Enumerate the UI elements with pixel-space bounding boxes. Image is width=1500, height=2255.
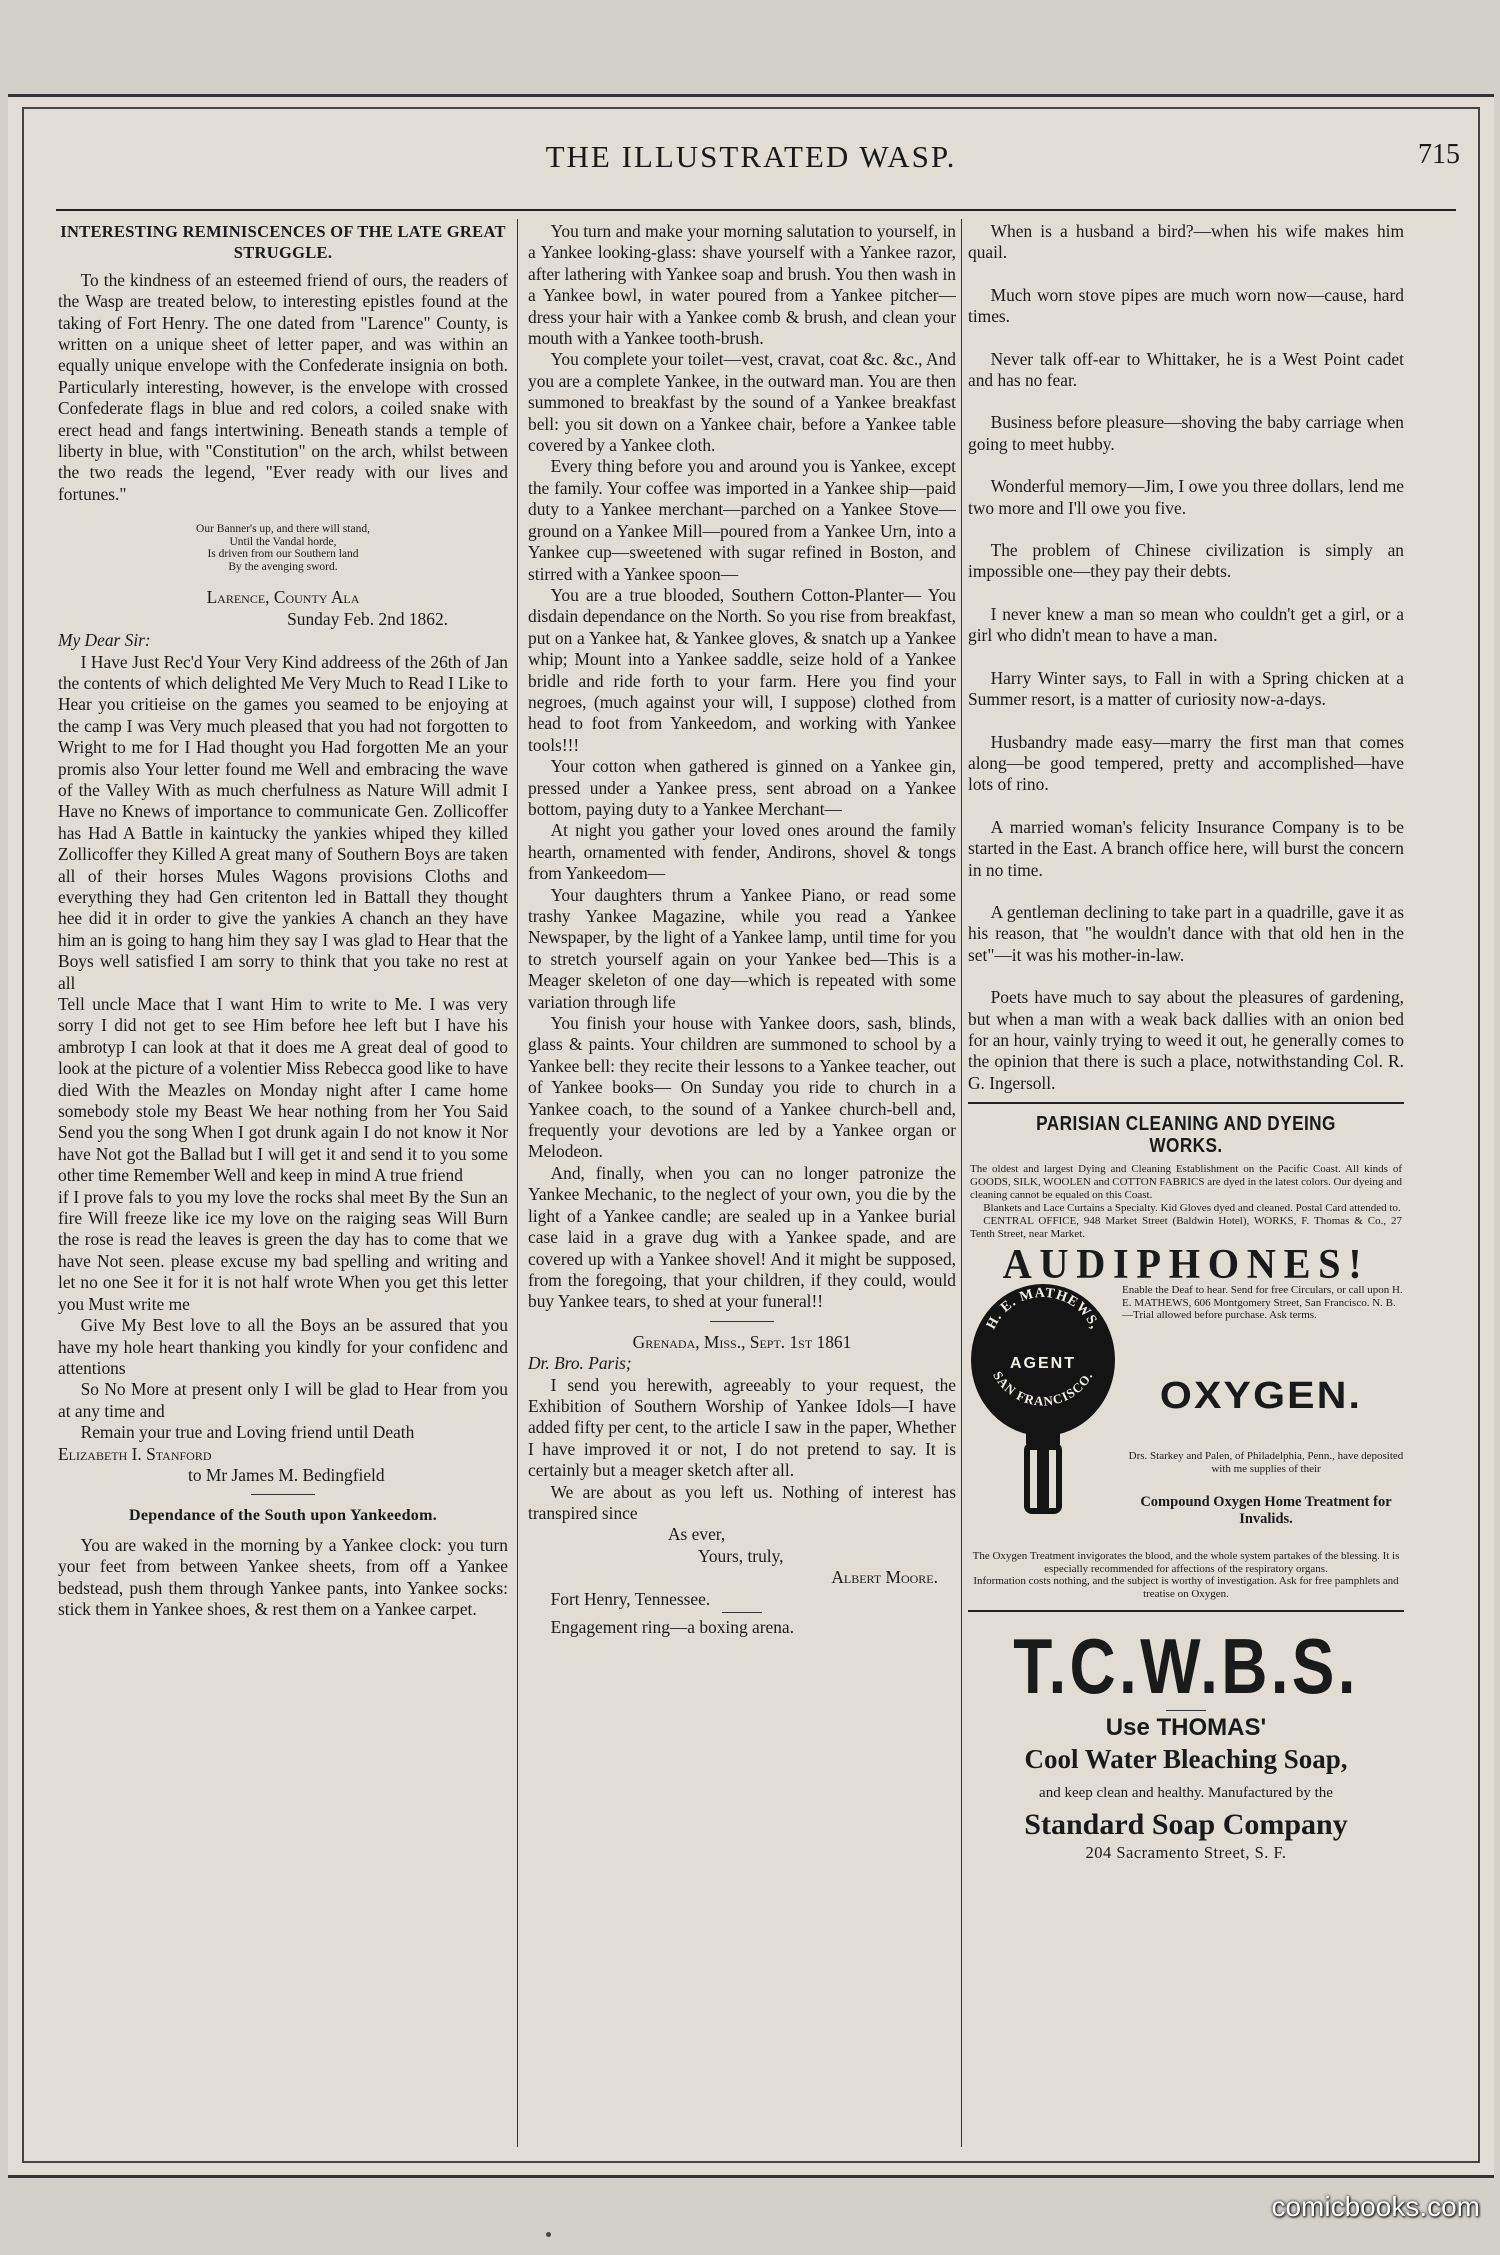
dependance-paragraph: You complete your toilet—vest, cravat, coat &c. &c., And you are a complete Yankee, in the outward man. You are then summoned to breakfast by the sound of a Yankee breakfast bell: you sit down on a Yankee chair, before a Yankee table covered by a Yankee cloth. (528, 349, 956, 456)
grenada-closing: Yours, truly, (698, 1545, 784, 1566)
jokes-list (968, 221, 1404, 1094)
oxygen-note-line: Information costs nothing, and the subject is worthy of investigation. Ask for free pamphlets and treatise on Oxygen. (973, 1575, 1399, 1600)
column-rule-2 (961, 219, 962, 2147)
grenada-closing: As ever, (668, 1524, 726, 1545)
dependance-paragraph: Your daughters thrum a Yankee Piano, or read some trashy Yankee Magazine, while you read a Yankee Newspaper, by the light of a Yankee lamp, until time for you to stretch yourself again on your Yankee bed—This is a Meager skeleton of one day—which is repeated with some variation through life (528, 884, 956, 1012)
verse-line: Until the Vandal horde, (229, 535, 337, 548)
soap-rule (1166, 1710, 1206, 1711)
joke-item: Husbandry made easy—marry the first man that comes along—be good tempered, pretty and accomplished—have lots of rino. (968, 731, 1404, 795)
joke-item: Business before pleasure—shoving the baby carriage when going to meet hubby. (968, 412, 1404, 454)
audiphone-fan-neck (1026, 1430, 1060, 1444)
letter-paragraph: Give My Best love to all the Boys an be assured that you have my hole heart thanking you kindly for your confidenc and attentions (58, 1315, 508, 1378)
dependance-headline: Dependance of the South upon Yankeedom. (128, 1507, 438, 1525)
banner-verse (58, 523, 508, 573)
header-rule (56, 209, 1456, 211)
dependance-paragraph: You are a true blooded, Southern Cotton-Planter— You disdain dependance on the North. So you rise from breakfast, put on a Yankee hat, & Yankee gloves, & snatch up a Yankee whip; Mount into a Yankee saddle, seize hold of a Yankee bridle and ride forth to your farm. Here you find your negroes, (much against your will, I suppose) clothed from head to foot from Yankeedom, and working with Yankee tools!!! (528, 584, 956, 755)
masthead (24, 139, 1478, 179)
grenada-paragraph: We are about as you left us. Nothing of interest has transpired since (528, 1481, 956, 1523)
badge-city: SAN FRANCISCO. (990, 1368, 1096, 1410)
stanford-letter (58, 652, 508, 1444)
joke-item: Harry Winter says, to Fall in with a Spring chicken at a Summer resort, is a matter of curiosity now-a-days. (968, 667, 1404, 710)
soap-use: Use THOMAS' (1105, 1714, 1267, 1742)
soap-company: Standard Soap Company (1024, 1808, 1348, 1842)
verse-line: Is driven from our Southern land (207, 548, 359, 561)
letter-dateline-date: Sunday Feb. 2nd 1862. (287, 608, 448, 629)
grenada-dateline: Grenada, Miss., Sept. 1st 1861 (632, 1331, 852, 1352)
dependance-continued (528, 221, 956, 1313)
letter-paragraph: Remain your true and Loving friend until Death (80, 1422, 415, 1443)
audiphone-handle-slot (1049, 1450, 1056, 1508)
section-divider (251, 1494, 315, 1495)
audiphones-title: AUDIPHONES! (1002, 1242, 1370, 1288)
ad-divider (968, 1102, 1404, 1104)
oxygen-note (968, 1550, 1404, 1600)
joke-item: A gentleman declining to take part in a quadrille, gave it as his reason, that "he wouldn't dance with that old hen in the set"—it was his mother-in-law. (968, 901, 1404, 965)
dependance-paragraph: Every thing before you and around you is Yankee, except the family. Your coffee was imported in a Yankee ship—paid duty to a Yankee merchant—parched on a Yankee Stove—ground on a Yankee Mill—poured from a Yankee Urn, into a Yankee cup—sweetened with sugar refined in Boston, and stirred with a Yankee spoon— (528, 456, 956, 584)
badge-role: AGENT (1010, 1355, 1076, 1373)
grenada-signature: Albert Moore. (831, 1567, 938, 1588)
joke-item: The problem of Chinese civilization is simply an impossible one—they pay their debts. (968, 540, 1404, 582)
verse-line: Our Banner's up, and there will stand, (196, 523, 370, 536)
page-number: 715 (1418, 139, 1460, 170)
ad-divider (968, 1610, 1404, 1612)
parisian-line: Blankets and Lace Curtains a Specialty. Kid Gloves dyed and cleaned. Postal Card attended to. (983, 1202, 1401, 1214)
parisian-title: PARISIAN CLEANING AND DYEING WORKS. (1036, 1113, 1336, 1157)
oxygen-compound: Compound Oxygen Home Treatment for Invalids. (1140, 1494, 1392, 1528)
dependance-paragraph: You are waked in the morning by a Yankee clock: you turn your feet from between Yankee sheets, from off a Yankee bedstead, push them through Yankee pants, into Yankee socks: stick them in Yankee shoes, & rest them on a Yankee carpet. (58, 1534, 508, 1619)
dependance-paragraph: At night you gather your loved ones around the family hearth, ornamented with fender, Andirons, shovel & tongs from Yankeedom— (528, 820, 956, 884)
masthead-title: THE ILLUSTRATED WASP. (545, 139, 957, 174)
parisian-body: The oldest and largest Dying and Cleaning Establishment on the Pacific Coast. All kinds of GOODS, SILK, WOOLEN and COTTON FABRICS are dyed in the latest colors. Our dyeing and cleaning cannot be equaled on this Coast. (970, 1163, 1402, 1201)
badge-name: H. E. MATHEWS, (983, 1286, 1103, 1333)
grenada-place: Fort Henry, Tennessee. (550, 1588, 711, 1609)
grenada-paragraph: I send you herewith, agreeably to your request, the Exhibition of Southern Worship of Yankee Idols—I have added fifty per cent, to the article I saw in the paper, Whether I have improved it or not, I do not pretend to say. It is certainly but a meager sketch after all. (528, 1374, 956, 1481)
dependance-paragraph: And, finally, when you can no longer patronize the Yankee Mechanic, to the neglect of your own, you die by the light of a Yankee candle; are sealed up in a Yankee burial case laid in a grave dug with a Yankee spade, and are covered up with a Yankee shovel! And it might be supposed, from the foregoing, that your children, if they could, would buy Yankee tears, to shed at your funeral!! (528, 1162, 956, 1312)
soap-product: Cool Water Bleaching Soap, (1024, 1743, 1348, 1774)
page-frame (22, 107, 1480, 2163)
section-divider (722, 1612, 762, 1613)
section-divider (710, 1321, 774, 1322)
soap-address: 204 Sacramento Street, S. F. (1085, 1842, 1287, 1862)
dependance-paragraph: You finish your house with Yankee doors, sash, blinds, glass & paints. Your children are summoned to school by a Yankee bell: they recite their lessons to a Yankee teacher, out of Yankee books— On Sunday you ride to church in a Yankee coach, to the sound of a Yankee church-bell and, frequently your devotions are led by a Yankee organ or Melodeon. (528, 1013, 956, 1162)
newspaper-page (8, 94, 1494, 2178)
dependance-paragraph: Your cotton when gathered is ginned on a Yankee gin, pressed under a Yankee press, sent abroad on a Yankee bottom, paying duty to a Yankee Merchant— (528, 756, 956, 819)
soap-tagline: and keep clean and healthy. Manufactured by the (1039, 1785, 1333, 1802)
letter-paragraph: So No More at present only I will be glad to Hear from you at any time and (58, 1379, 508, 1421)
joke-item: Poets have much to say about the pleasures of gardening, but when a man with a weak back dallies with an onion bed for an hour, vainly trying to weed it out, he generally comes to the opinion that there is such a place, notwithstanding Col. R. G. Ingersoll. (968, 987, 1404, 1093)
column-3 (968, 221, 1404, 2149)
parisian-address: CENTRAL OFFICE, 948 Market Street (Baldwin Hotel), WORKS, F. Thomas & Co., 27 Tenth Street, near Market. (970, 1215, 1402, 1240)
oxygen-note-line: The Oxygen Treatment invigorates the blood, and the whole system partakes of the blessing. It is especially recommended for affections of the respiratory organs. (972, 1550, 1400, 1575)
letter-salutation: My Dear Sir: (58, 630, 151, 651)
oxygen-title: OXYGEN. (1159, 1375, 1363, 1418)
audiphone-fan-icon (968, 1282, 1118, 1532)
watermark-text: comicbooks.com (1271, 2191, 1480, 2222)
column-rule-1 (517, 219, 518, 2147)
audiphone-oxygen-ad (968, 1282, 1404, 1532)
oxygen-doctors: Drs. Starkey and Palen, of Philadelphia, Penn., have deposited with me supplies of their (1128, 1450, 1404, 1475)
reminiscences-intro: To the kindness of an esteemed friend of ours, the readers of the Wasp are treated below, to interesting epistles found at the taking of Fort Henry. The one dated from "Larence" County, is written on a unique sheet of letter paper, and was within an equally unique envelope with the Confederate insignia on both. Particularly interesting, however, is the envelope with crossed Confederate flags in blue and red colors, a coiled snake with erect head and fangs intertwining. Beneath stands a temple of liberty in blue, with "Constitution" on the arch, whilst between the two reads the legend, "Ever ready with our lives and fortunes." (58, 269, 508, 504)
letter-paragraph: I Have Just Rec'd Your Very Kind addreess of the 26th of Jan the contents of which delighted Me Very Much to Read I Like to Hear you critieise on the games you seamed to be enjoying at the camp I was Very much pleased that you had not forgotten to Wright to me for I Had thought you Had forgotten Me an your promis also Your letter found me Well and embracing the wave of the Valley With as much cherfulness as Nature Will admit I Have no Knews of importance to communicate Gen. Zollicoffer has Had A Battle in kaintucky the yankies whiped they killed Zollicoffer they Killed A great many of Southern Boys are taken all of their horses Mules Wagons provisions Cloths and everything they had Gen critenton led in Battall they thought hee did it in order to give the yankies A chanch an they have him an is going to hang him they say I was glad to Hear that the Boys well satisfied I am sorry to think that you take no rest at all (58, 651, 508, 993)
grenada-salutation: Dr. Bro. Paris; (528, 1353, 632, 1374)
soap-initials: T.C.W.B.S. (1013, 1622, 1359, 1711)
joke-item: Much worn stove pipes are much worn now—cause, hard times. (968, 284, 1404, 327)
soap-ad (968, 1624, 1404, 1863)
letter-recipient: to Mr James M. Bedingfield (188, 1464, 385, 1485)
letter-signature: Elizabeth I. Stanford (58, 1443, 212, 1464)
audiphone-handle (1024, 1442, 1062, 1514)
column-1 (58, 221, 508, 2149)
letter-paragraph: if I prove fals to you my love the rocks shal meet By the Sun an fire Will freeze like ice my love on the raiging seas Will Burn the rose is read the leaves is green the day has to come that we have Not seen. please excuse my bad spelling and writing and let no one See it for it is not half wrote When you get this letter you Must write me (58, 1186, 508, 1314)
letter-paragraph: Tell uncle Mace that I want Him to write to Me. I was very sorry I did not get to see Him before hee left but I have his ambrotyp I can look at that it does me A great deal of good to look at the picture of a volentier Miss Rebecca good like to have died With the Meazles on Monday night after I came home somebody stole my Beast We hear nothing from her You Said Send you the song When I got drunk again I do not know it Nor have Not got the Ballad but I will get it and send it to you some other time Remember Well and keep in mind A true friend (58, 994, 508, 1186)
joke-item: Wonderful memory—Jim, I owe you three dollars, lend me two more and I'll owe you five. (968, 476, 1404, 518)
engagement-joke: Engagement ring—a boxing arena. (550, 1617, 794, 1637)
ink-speck (546, 2232, 551, 2237)
letter-dateline-place: Larence, County Ala (206, 587, 360, 608)
dependance-paragraph: You turn and make your morning salutation to yourself, in a Yankee looking-glass: shave yourself with a Yankee razor, after lathering with Yankee soap and brush. You then wash in a Yankee bowl, in water poured from a Yankee pitcher—dress your hair with a Yankee comb & brush, and clean your mouth with a Yankee tooth-brush. (528, 221, 956, 349)
audiphones-body: Enable the Deaf to hear. Send for free Circulars, or call upon H. E. MATHEWS, 606 Montgomery Street, San Francisco. N. B.—Trial allowed before purchase. Ask terms. (1122, 1284, 1403, 1322)
joke-item: A married woman's felicity Insurance Company is to be started in the East. A branch office here, will burst the concern in no time. (968, 816, 1404, 880)
verse-line: By the avenging sword. (228, 560, 338, 573)
column-2 (528, 221, 956, 2149)
parisian-ad (968, 1114, 1404, 1241)
audiphone-handle-slot (1030, 1450, 1037, 1508)
joke-item: When is a husband a bird?—when his wife makes him quail. (968, 221, 1404, 263)
joke-item: I never knew a man so mean who couldn't get a girl, or a girl who didn't mean to have a man. (968, 603, 1404, 646)
joke-item: Never talk off-ear to Whittaker, he is a West Point cadet and has no fear. (968, 348, 1404, 391)
reminiscences-headline: INTERESTING REMINISCENCES OF THE LATE GREAT STRUGGLE. (60, 222, 506, 263)
